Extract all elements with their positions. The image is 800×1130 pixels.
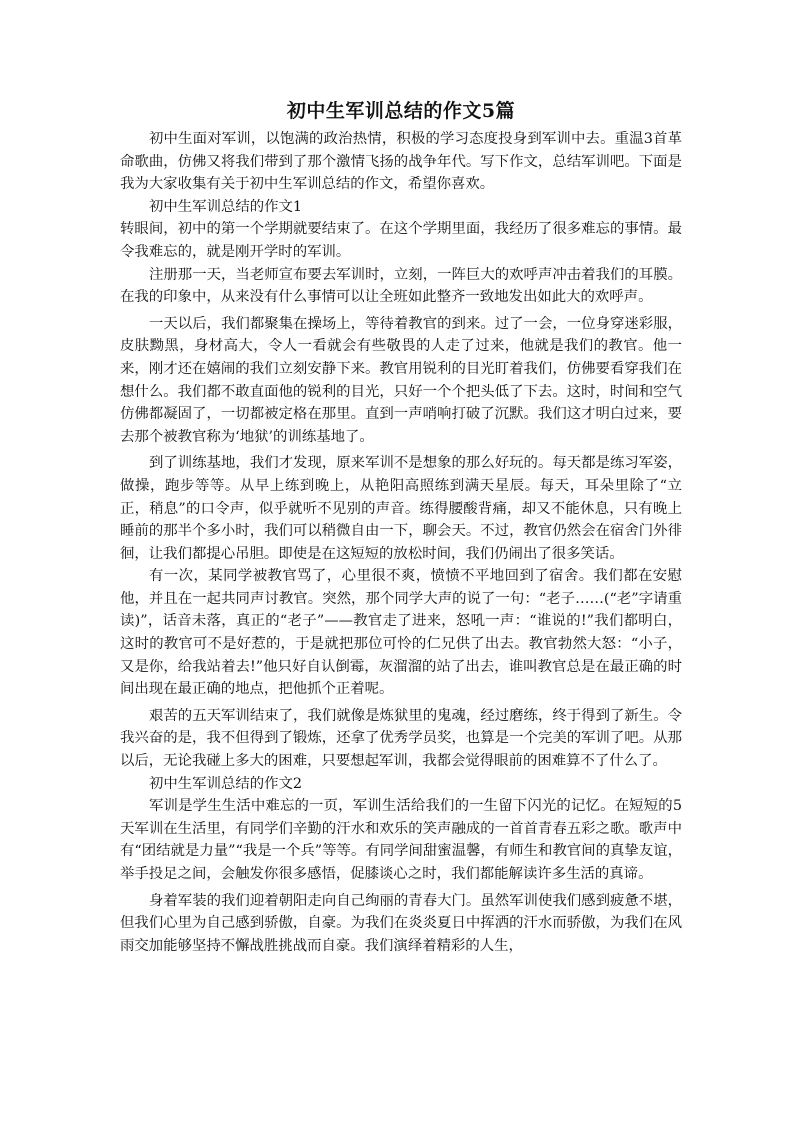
paragraph: 身着军装的我们迎着朝阳走向自己绚丽的青春大门。虽然军训使我们感到疲惫不堪，但我们心里为自己感到骄傲，自豪。为我们在炎炎夏日中挥洒的汗水而骄傲，为我们在风雨交加能够坚持不懈战胜挑战而自豪。我们演绎着精彩的人生， (120, 892, 682, 954)
paragraph: 艰苦的五天军训结束了，我们就像是炼狱里的鬼魂，经过磨练，终于得到了新生。令我兴奋的是，我不但得到了锻炼，还拿了优秀学员奖，也算是一个完美的军训了吧。从那以后，无论我碰上多大的困难，只要想起军训，我都会觉得眼前的困难算不了什么了。 (120, 707, 682, 770)
section-heading-1: 初中生军训总结的作文1 (149, 198, 303, 215)
section-heading-2: 初中生军训总结的作文2 (149, 775, 303, 792)
paragraph: 注册那一天，当老师宣布要去军训时，立刻，一阵巨大的欢呼声冲击着我们的耳膜。在我的印象中，从来没有什么事情可以让全班如此整齐一致地发出如此大的欢呼声。 (120, 266, 682, 306)
paragraph: 有一次，某同学被教官骂了，心里很不爽，愤愤不平地回到了宿舍。我们都在安慰他，并且在一起共同声讨教官。突然，那个同学大声的说了一句：“老子……(“老”字请重读)”，话音未落，真正的“老子”——教官走了进来，怒吼一声：“谁说的!”我们都明白，这时的教官可不是好惹的，于是就把那位可怜的仁兄供了出去。教官勃然大怒：“小子，又是你，给我站着去!”他只好自认倒霉，灰溜溜的站了出去，谁叫教官总是在最正确的时间出现在最正确的地点，把他抓个正着呢。 (120, 568, 682, 698)
paragraph: 军训是学生生活中难忘的一页，军训生活给我们的一生留下闪光的记忆。在短短的5天军训在生活里，有同学们辛勤的汗水和欢乐的笑声融成的一首首青春五彩之歌。歌声中有“团结就是力量”“我是一个兵”等等。有同学间甜蜜温馨，有师生和教官间的真挚友谊，举手投足之间，会触发你很多感悟，促膝谈心之时，我们都能解读许多生活的真谛。 (120, 798, 682, 882)
paragraph: 转眼间，初中的第一个学期就要结束了。在这个学期里面，我经历了很多难忘的事情。最令我难忘的，就是刚开学时的军训。 (120, 221, 682, 260)
paragraph: 到了训练基地，我们才发现，原来军训不是想象的那么好玩的。每天都是练习军姿，做操，跑步等等。从早上练到晚上，从艳阳高照练到满天星辰。每天，耳朵里除了“立正，稍息”的口令声，似乎就听不见别的声音。练得腰酸背痛，却又不能休息，只有晚上睡前的那半个多小时，我们可以稍微自由一下，聊会天。不过，教官仍然会在宿舍门外徘徊，让我们都提心吊胆。即使是在这短短的放松时间，我们仍闹出了很多笑话。 (120, 455, 682, 562)
document-page (120, 96, 682, 957)
document-title: 初中生军训总结的作文5篇 (286, 100, 516, 122)
intro-paragraph: 初中生面对军训，以饱满的政治热情，积极的学习态度投身到军训中去。重温3首革命歌曲，仿佛又将我们带到了那个激情飞扬的战争年代。写下作文，总结军训吧。下面是我为大家收集有关于初中生军训总结的作文，希望你喜欢。 (120, 131, 682, 193)
paragraph: 一天以后，我们都聚集在操场上，等待着教官的到来。过了一会，一位身穿迷彩服，皮肤黝黑，身材高大，令人一看就会有些敬畏的人走了过来，他就是我们的教官。他一来，刚才还在嬉闹的我们立刻安静下来。教官用锐利的目光盯着我们，仿佛要看穿我们在想什么。我们都不敢直面他的锐利的目光，只好一个个把头低了下去。这时，时间和空气仿佛都凝固了，一切都被定格在那里。直到一声哨响打破了沉默。我们这才明白过来，要去那个被教官称为‘地狱’的训练基地了。 (120, 315, 682, 445)
